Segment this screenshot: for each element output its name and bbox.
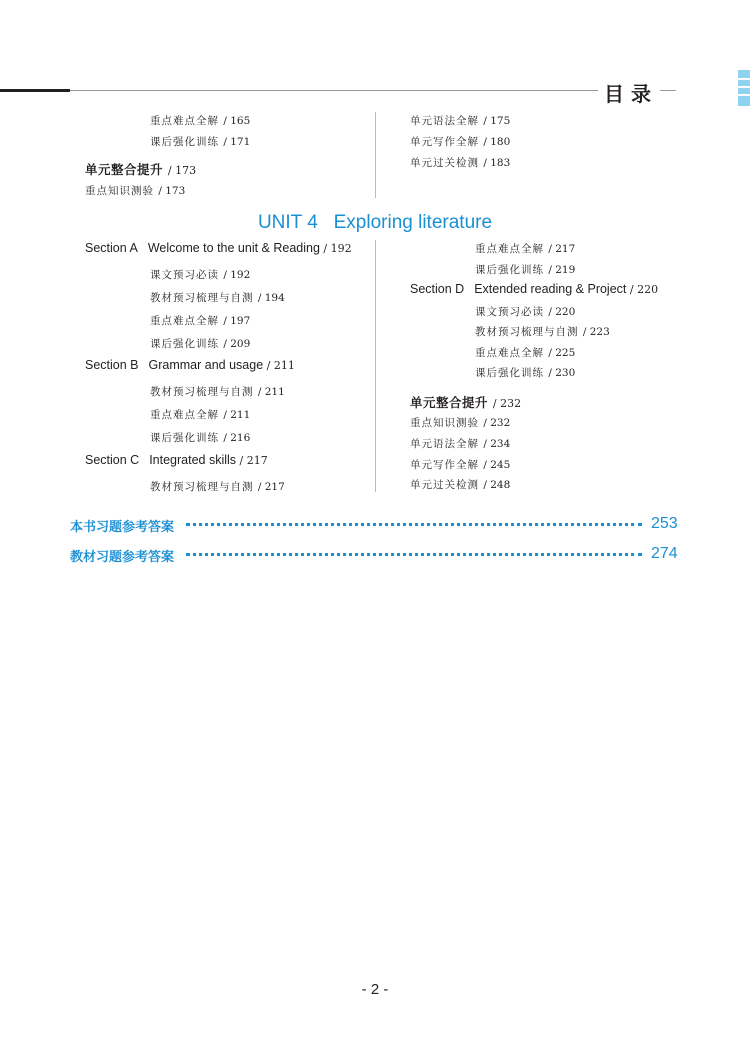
toc-entry[interactable]: 单元过关检测 / 183 xyxy=(410,157,511,169)
edge-tab-stripe xyxy=(738,86,750,88)
toc-entry[interactable]: 课后强化训练 / 230 xyxy=(475,367,576,379)
toc-entry[interactable]: 教材预习梳理与自测 / 194 xyxy=(150,292,285,304)
toc-entry[interactable]: 重点知识测验 / 232 xyxy=(410,417,511,429)
toc-entry[interactable]: 教材预习梳理与自测 / 223 xyxy=(475,326,610,338)
toc-entry[interactable]: 重点知识测验 / 173 xyxy=(85,185,186,197)
header-rule-tail xyxy=(660,90,676,91)
toc-entry[interactable]: 单元语法全解 / 175 xyxy=(410,115,511,127)
toc-entry[interactable]: 单元写作全解 / 245 xyxy=(410,459,511,471)
toc-entry[interactable]: 重点难点全解 / 165 xyxy=(150,115,251,127)
answers-textbook-leader xyxy=(186,553,642,556)
toc-heading-integration[interactable]: 单元整合提升 / 173 xyxy=(85,162,197,177)
header-rule-gray xyxy=(70,90,598,91)
edge-tab-stripe xyxy=(738,94,750,96)
toc-entry[interactable]: 重点难点全解 / 211 xyxy=(150,409,251,421)
toc-entry[interactable]: 重点难点全解 / 197 xyxy=(150,315,251,327)
answers-book-leader xyxy=(186,523,642,526)
toc-entry[interactable]: 单元写作全解 / 180 xyxy=(410,136,511,148)
toc-entry[interactable]: 课后强化训练 / 171 xyxy=(150,136,251,148)
toc-entry[interactable]: 单元语法全解 / 234 xyxy=(410,438,511,450)
unit-title[interactable]: UNIT 4 Exploring literature xyxy=(257,212,493,233)
answers-textbook-page[interactable]: 274 xyxy=(651,545,678,562)
toc-entry[interactable]: 教材预习梳理与自测 / 211 xyxy=(150,386,285,398)
toc-entry[interactable]: 课后强化训练 / 209 xyxy=(150,338,251,350)
section-d-heading[interactable]: Section D Extended reading & Project / 220 xyxy=(410,282,659,296)
answers-book-page[interactable]: 253 xyxy=(651,515,678,532)
toc-entry[interactable]: 单元过关检测 / 248 xyxy=(410,479,511,491)
toc-entry[interactable]: 课文预习必读 / 220 xyxy=(475,306,576,318)
column-divider xyxy=(375,240,376,492)
toc-entry[interactable]: 重点难点全解 / 217 xyxy=(475,243,576,255)
edge-tab-decoration xyxy=(738,70,750,106)
toc-entry[interactable]: 教材预习梳理与自测 / 217 xyxy=(150,481,285,493)
column-divider xyxy=(375,112,376,198)
page-number: - 2 - xyxy=(361,981,389,998)
edge-tab-stripe xyxy=(738,78,750,80)
toc-entry[interactable]: 重点难点全解 / 225 xyxy=(475,347,576,359)
section-b-heading[interactable]: Section B Grammar and usage / 211 xyxy=(85,358,295,372)
toc-entry[interactable]: 课文预习必读 / 192 xyxy=(150,269,251,281)
toc-entry[interactable]: 课后强化训练 / 216 xyxy=(150,432,251,444)
section-a-heading[interactable]: Section A Welcome to the unit & Reading / 192 xyxy=(85,241,352,255)
section-c-heading[interactable]: Section C Integrated skills / 217 xyxy=(85,453,268,467)
page-title: 目 录 xyxy=(604,82,651,106)
answers-book-label[interactable]: 本书习题参考答案 xyxy=(70,520,175,535)
toc-heading-integration[interactable]: 单元整合提升 / 232 xyxy=(410,395,522,410)
answers-textbook-label[interactable]: 教材习题参考答案 xyxy=(70,550,175,565)
toc-entry[interactable]: 课后强化训练 / 219 xyxy=(475,264,576,276)
header-rule-dark xyxy=(0,89,70,92)
